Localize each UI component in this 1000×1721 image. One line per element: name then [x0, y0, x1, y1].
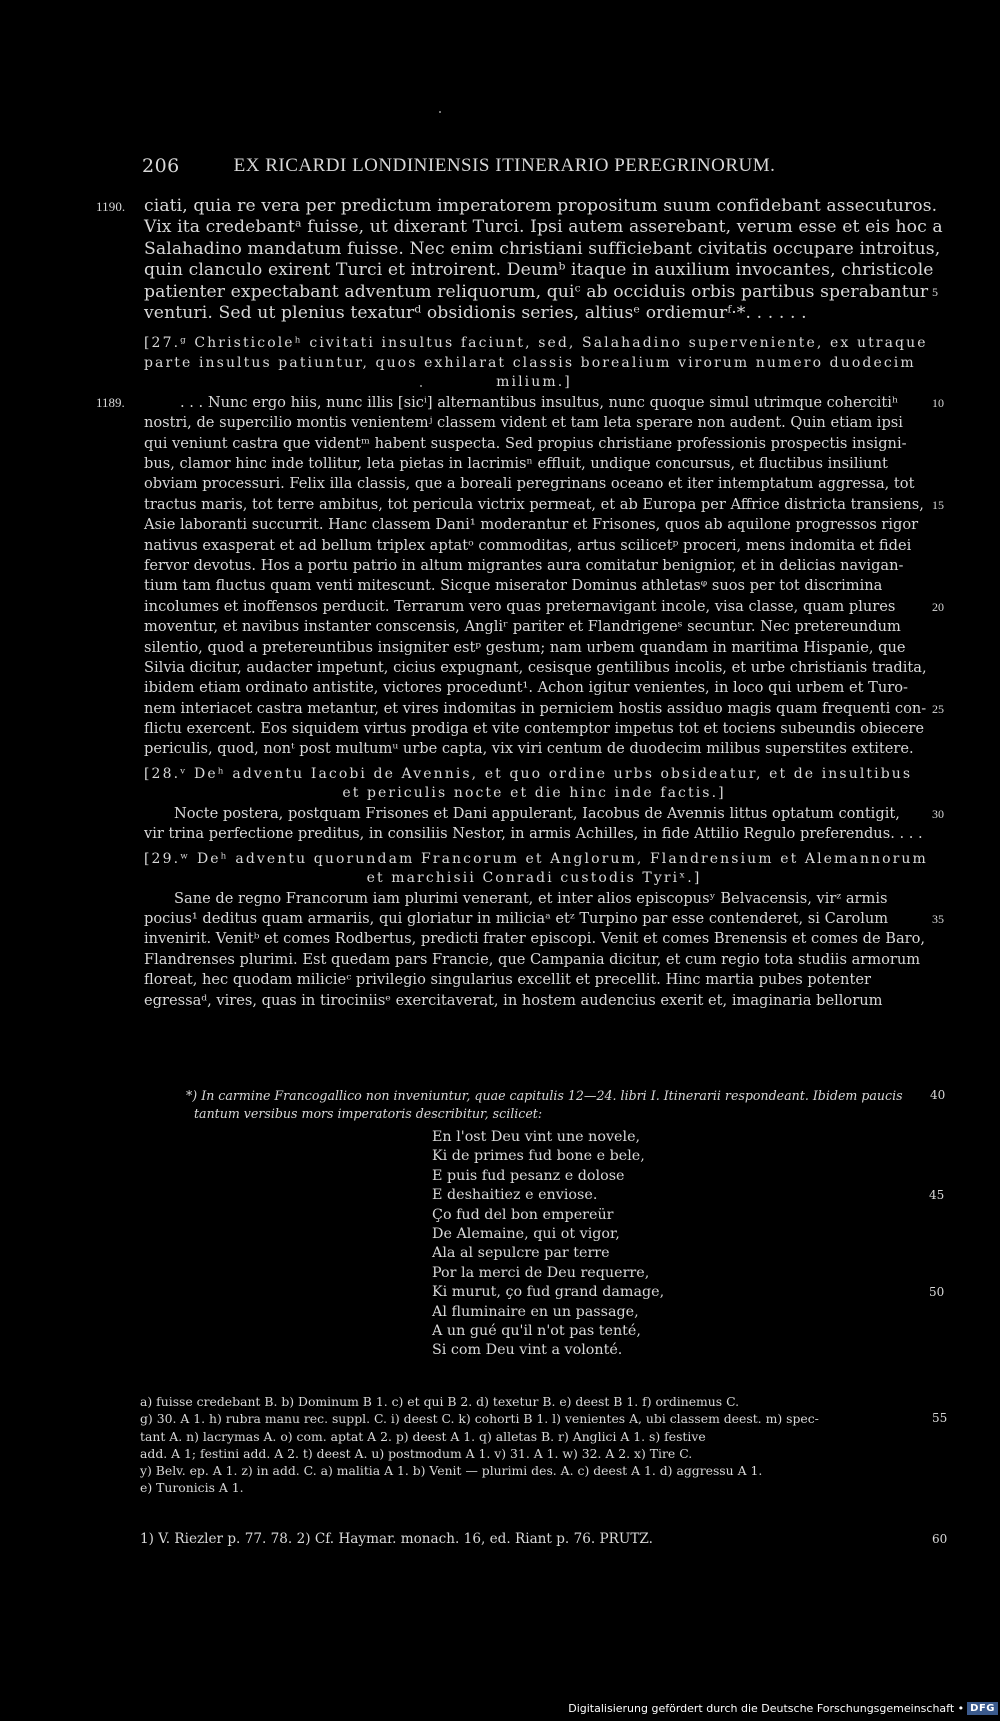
reference-line: 1) V. Riezler p. 77. 78. 2) Cf. Haymar. monach. 16, ed. Riant p. 76. PRUTZ. 60	[140, 1531, 948, 1547]
apparatus-line: y) Belv. ep. A 1. z) in add. C. a) malitia A 1. b) Venit — plurimi des. A. c) deest A 1. d) aggressu A 1.	[140, 1463, 763, 1479]
year-margin: 1190.	[96, 199, 126, 214]
text-line: nem interiacet castra metantur, et vires indomitas in perniciem hostis assiduo magis quam frequenti con- 25	[144, 699, 924, 719]
verse-line: Ki de primes fud bone e bele,	[432, 1148, 645, 1165]
text-line: invenirit. Venitᵇ et comes Rodbertus, predicti frater episcopi. Venit et comes Brenensis et comes de Baro,	[144, 930, 926, 948]
line-number: 60	[932, 1532, 948, 1546]
text-line: vir trina perfectione preditus, in consiliis Nestor, in armis Achilles, in fide Attilio Regulo preferendus. . . .	[144, 825, 923, 843]
paragraph-3	[144, 804, 944, 845]
apparatus-line: e) Turonicis A 1.	[140, 1480, 244, 1496]
running-head	[142, 155, 807, 177]
text-line: Asie laboranti succurrit. Hanc classem Dani¹ moderantur et Frisones, quos ab aquilone progressos rigor	[144, 516, 919, 534]
text-line: patienter expectabant adventum reliquorum, quiᶜ ab occiduis orbis partibus sperabantur 5	[144, 281, 939, 302]
rubric-line: [28.ᵛ Deʰ adventu Iacobi de Avennis, et quo ordine urbs obsideatur, et de insultibus	[144, 765, 913, 782]
footnote-line: *) In carmine Francogallico non inveniuntur, quae capitulis 12—24. libri I. Itinerarii respondeant. Ibidem paucis 40	[186, 1088, 946, 1103]
dfg-logo-icon: DFG	[967, 1702, 998, 1715]
apparatus-line: tant A. n) lacrymas A. o) com. aptat A 2. p) deest A 1. q) alletas B. r) Anglici A 1. s) festive	[140, 1428, 706, 1444]
text-line: periculis, quod, nonᵗ post multumᵘ urbe capta, vix viri centum de duodecim milibus superstites extitere.	[144, 740, 914, 758]
text-line: nativus exasperat et ad bellum triplex aptatᵒ commoditas, artus scilicetᵖ proceri, mens indomita et fidei	[144, 536, 912, 554]
verse-line: Por la merci de Deu requerre,	[432, 1264, 650, 1281]
line-number: 55	[932, 1411, 948, 1426]
verse-line: En l'ost Deu vint une novele,	[432, 1129, 641, 1145]
text-line: egressaᵈ, vires, quas in tirociniisᵉ exercitaverat, in hostem audencius exerit et, imaginaria bellorum	[144, 991, 883, 1009]
apparatus-line: add. A 1; festini add. A 2. t) deest A. u) postmodum A 1. v) 31. A 1. w) 32. A 2. x) Tire C.	[140, 1445, 693, 1461]
page-number: 206	[142, 155, 180, 177]
apparatus-line: g) 30. A 1. h) rubra manu rec. suppl. C. i) deest C. k) cohorti B 1. l) venientes A, ubi classem deest. m) spec- 55	[140, 1411, 948, 1427]
line-number: 25	[932, 701, 944, 716]
text-line: tractus maris, tot terre ambitus, tot pericula victrix permeat, et ab Europa per Affrice districta transiens, 15	[144, 495, 924, 515]
rubric-line: parte insultus patiuntur, quos exhilarat classis borealium virorum numero duodecim	[144, 354, 916, 371]
verse-quotation	[432, 1128, 945, 1361]
line-number: 5	[932, 284, 939, 299]
text-line: qui veniunt castra que videntᵐ habent suspecta. Sed propius christiane professionis prospectis insigni-	[144, 434, 907, 452]
rubric-line: et periculis nocte et die hinc inde factis.]	[342, 785, 726, 802]
verse-line: E puis fud pesanz e dolose	[432, 1167, 625, 1184]
text-line: bus, clamor hinc inde tollitur, leta pietas in lacrimisⁿ effluit, undique concursus, et fluctibus insiliunt	[144, 455, 888, 473]
paragraph-4	[144, 889, 944, 1011]
text-line: ibidem etiam ordinato antistite, victores procedunt¹. Achon igitur venientes, in loco qui urbem et Turo-	[144, 679, 908, 697]
apparatus-line: a) fuisse credebant B. b) Dominum B 1. c) et qui B 2. d) texetur B. e) deest B 1. f) ordinemus C.	[140, 1394, 740, 1409]
text-line: nostri, de supercilio montis venientemʲ classem vident et tam leta sperare non audent. Quin etiam ipsi	[144, 414, 903, 432]
rubric-line: [27.ᵍ Christicoleʰ civitati insultus faciunt, sed, Salahadino superveniente, ex utraque	[144, 335, 928, 352]
text-line: pocius¹ deditus quam armariis, qui gloriatur in miliciaᵃ etᶻ Turpino par esse contenderet, si Carolum 35	[144, 909, 924, 929]
paragraph-1	[96, 196, 943, 324]
text-line: incolumes et inoffensos perducit. Terrarum vero quas preternavigant incole, visa classe, quam plures 20	[144, 597, 924, 617]
rubric-line: [29.ʷ Deʰ adventu quorundam Francorum et Anglorum, Flandrensium et Alemannorum	[144, 850, 928, 867]
paragraph-2	[96, 393, 944, 760]
scan-speck	[439, 111, 441, 113]
line-number: 35	[932, 912, 944, 927]
verse-line: Ki murut, ço fud grand damage, 50	[432, 1283, 892, 1302]
line-number: 50	[929, 1285, 945, 1300]
funding-text: Digitalisierung gefördert durch die Deutsche Forschungsgemeinschaft •	[568, 1702, 965, 1715]
verse-line: Ço fud del bon empereür	[432, 1206, 614, 1223]
critical-apparatus	[140, 1393, 948, 1497]
text-line: Flandrenses plurimi. Est quedam pars Francie, que Campania dicitur, et cum regio tota studiis armorum	[144, 950, 921, 968]
funding-footer	[568, 1702, 998, 1715]
line-number: 15	[932, 497, 944, 512]
text-line: Salahadino mandatum fuisse. Nec enim christiani sufficiebant civitatis occupare introitus,	[144, 238, 941, 259]
text-line: Vix ita credebantᵃ fuisse, ut dixerant Turci. Ipsi autem asserebant, verum esse et eis hoc a	[144, 217, 943, 238]
footnote-star	[186, 1087, 946, 1122]
text-line: floreat, hec quodam milicieᶜ privilegio singularius excellit et precellit. Hinc martia pubes potenter	[144, 971, 871, 989]
text-line: moventur, et navibus instanter conscensis, Angliʳ pariter et Flandrigeneˢ secuntur. Nec pretereundum	[144, 618, 901, 636]
line-number: 20	[932, 599, 944, 614]
text-line: Sane de regno Francorum iam plurimi venerant, et inter alios episcopusʸ Belvacensis, virᶻ armis	[174, 889, 888, 907]
running-title: EX RICARDI LONDINIENSIS ITINERARIO PEREGRINORUM.	[233, 155, 776, 176]
verse-line: Al fluminaire en un passage,	[432, 1303, 639, 1320]
rubric-line: milium.]	[496, 374, 572, 391]
verse-line: Ala al sepulcre par terre	[432, 1245, 610, 1262]
text-line: flictu exercent. Eos siquidem virtus prodiga et vite contemptor impetus tot et tociens subeundis obiecere	[144, 720, 924, 738]
main-text	[96, 196, 944, 1011]
year-margin: 1189.	[96, 394, 125, 410]
line-number: 30	[932, 806, 944, 821]
rubric-29	[144, 850, 928, 889]
verse-line: De Alemaine, qui ot vigor,	[432, 1225, 620, 1242]
references	[140, 1530, 948, 1548]
line-number: 45	[929, 1188, 945, 1203]
text-line: venturi. Sed ut plenius texaturᵈ obsidionis series, altiusᵉ ordiemurᶠ·*. . . . . .	[144, 302, 807, 323]
text-line: Nocte postera, postquam Frisones et Dani appulerant, Iacobus de Avennis littus optatum contigit, 30	[144, 804, 924, 824]
text-line: obviam processuri. Felix illa classis, que a boreali peregrinans oceano et iter intemptatum aggressa, tot	[144, 475, 915, 493]
line-number: 10	[932, 395, 944, 410]
text-line: 1189. . . . Nunc ergo hiis, nunc illis [sicⁱ] alternantibus insultus, nunc quoque simul utrimque cohercitiʰ 10	[144, 393, 924, 413]
footnote-line: tantum versibus mors imperatoris describitur, scilicet:	[194, 1105, 543, 1121]
rubric-line: et marchisii Conradi custodis Tyriˣ.]	[366, 870, 702, 887]
text-line: quin clanculo exirent Turci et introirent. Deumᵇ itaque in auxilium invocantes, christicole	[144, 260, 934, 281]
rubric-28	[144, 765, 924, 804]
text-line: tium tam fluctus quam venti mitescunt. Sicque miserator Dominus athletasᵠ suos per tot discrimina	[144, 577, 883, 595]
text-line: Silvia dicitur, audacter impetunt, cicius expugnant, cesisque gentilibus incolis, et urbe christianis tradita,	[144, 658, 927, 676]
text-line: silentio, quod a pretereuntibus insigniter estᵖ gestum; nam urbem quandam in maritima Hispanie, que	[144, 638, 906, 656]
verse-line: Si com Deu vint a volonté.	[432, 1342, 623, 1359]
text-line: 1190. ciati, quia re vera per predictum imperatorem propositum suum confidebant assecuturos.	[96, 196, 938, 216]
verse-line: A un gué qu'il n'ot pas tenté,	[432, 1322, 641, 1339]
rubric-27	[144, 334, 928, 393]
line-number: 40	[930, 1088, 946, 1102]
verse-line: E deshaitiez e enviose. 45	[432, 1186, 892, 1205]
text-line: fervor devotus. Hos a portu patrio in altum migrantes aura comitatur benignior, et in delicias navigan-	[144, 556, 904, 574]
